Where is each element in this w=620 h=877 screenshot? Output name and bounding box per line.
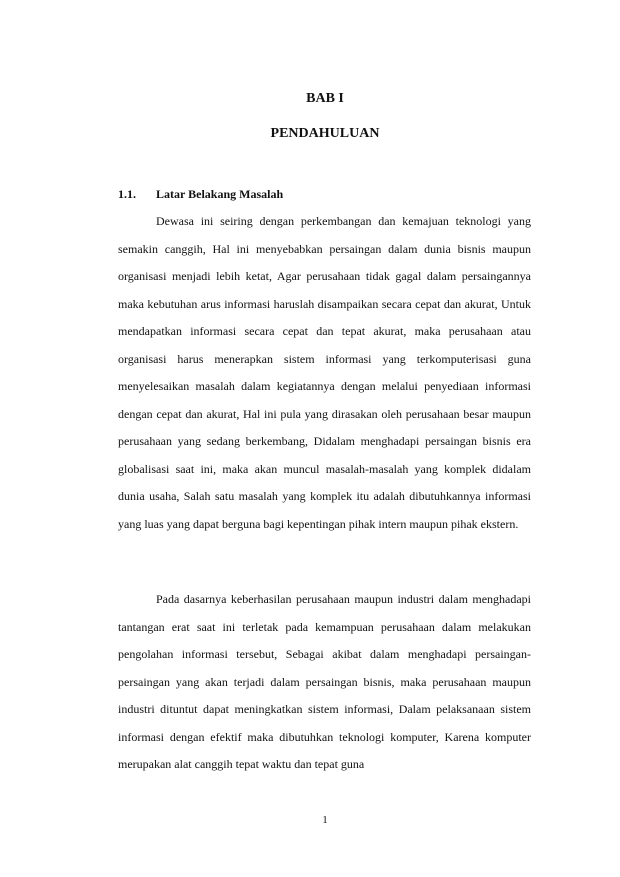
page-number: 1 [322, 814, 328, 826]
paragraph-1: Dewasa ini seiring dengan perkembangan dan kemajuan teknologi yang semakin canggih, Hal ini menyebabkan persaingan dalam dunia bisnis maupun organisasi menjadi lebih ketat, Agar perusahaan tidak gagal dalam persaingannya maka kebutuhan arus informasi haruslah disampaikan secara cepat dan akurat, Untuk mendapatkan informasi secara cepat dan tepat akurat, maka perusahaan atau organisasi harus menerapkan sistem informasi yang terkomputerisasi guna menyelesaikan masalah dalam kegiatannya dengan melalui penyediaan informasi dengan cepat dan akurat, Hal ini pula yang dirasakan oleh perusahaan besar maupun perusahaan yang sedang berkembang, Didalam menghadapi persaingan bisnis era globalisasi saat ini, maka akan muncul masalah-masalah yang komplek didalam dunia usaha, Salah satu masalah yang komplek itu adalah dibutuhkannya informasi yang luas yang dapat berguna bagi kepentingan pihak intern maupun pihak ekstern. [118, 214, 531, 531]
paragraph-2: Pada dasarnya keberhasilan perusahaan maupun industri dalam menghadapi tantangan erat saat ini terletak pada kemampuan perusahaan dalam melakukan pengolahan informasi tersebut, Sebagai akibat dalam menghadapi persaingan-persaingan yang akan terjadi dalam persaingan bisnis, maka perusahaan maupun industri dituntut dapat meningkatkan sistem informasi, Dalam pelaksanaan sistem informasi dengan efektif maka dibutuhkan teknologi komputer, Karena komputer merupakan alat canggih tepat waktu dan tepat guna [118, 592, 531, 771]
chapter-label: BAB I [306, 91, 344, 106]
section-number: 1.1. [118, 187, 136, 201]
section-heading [118, 187, 283, 201]
section-title: Latar Belakang Masalah [156, 187, 284, 201]
chapter-title: PENDAHULUAN [270, 126, 380, 141]
